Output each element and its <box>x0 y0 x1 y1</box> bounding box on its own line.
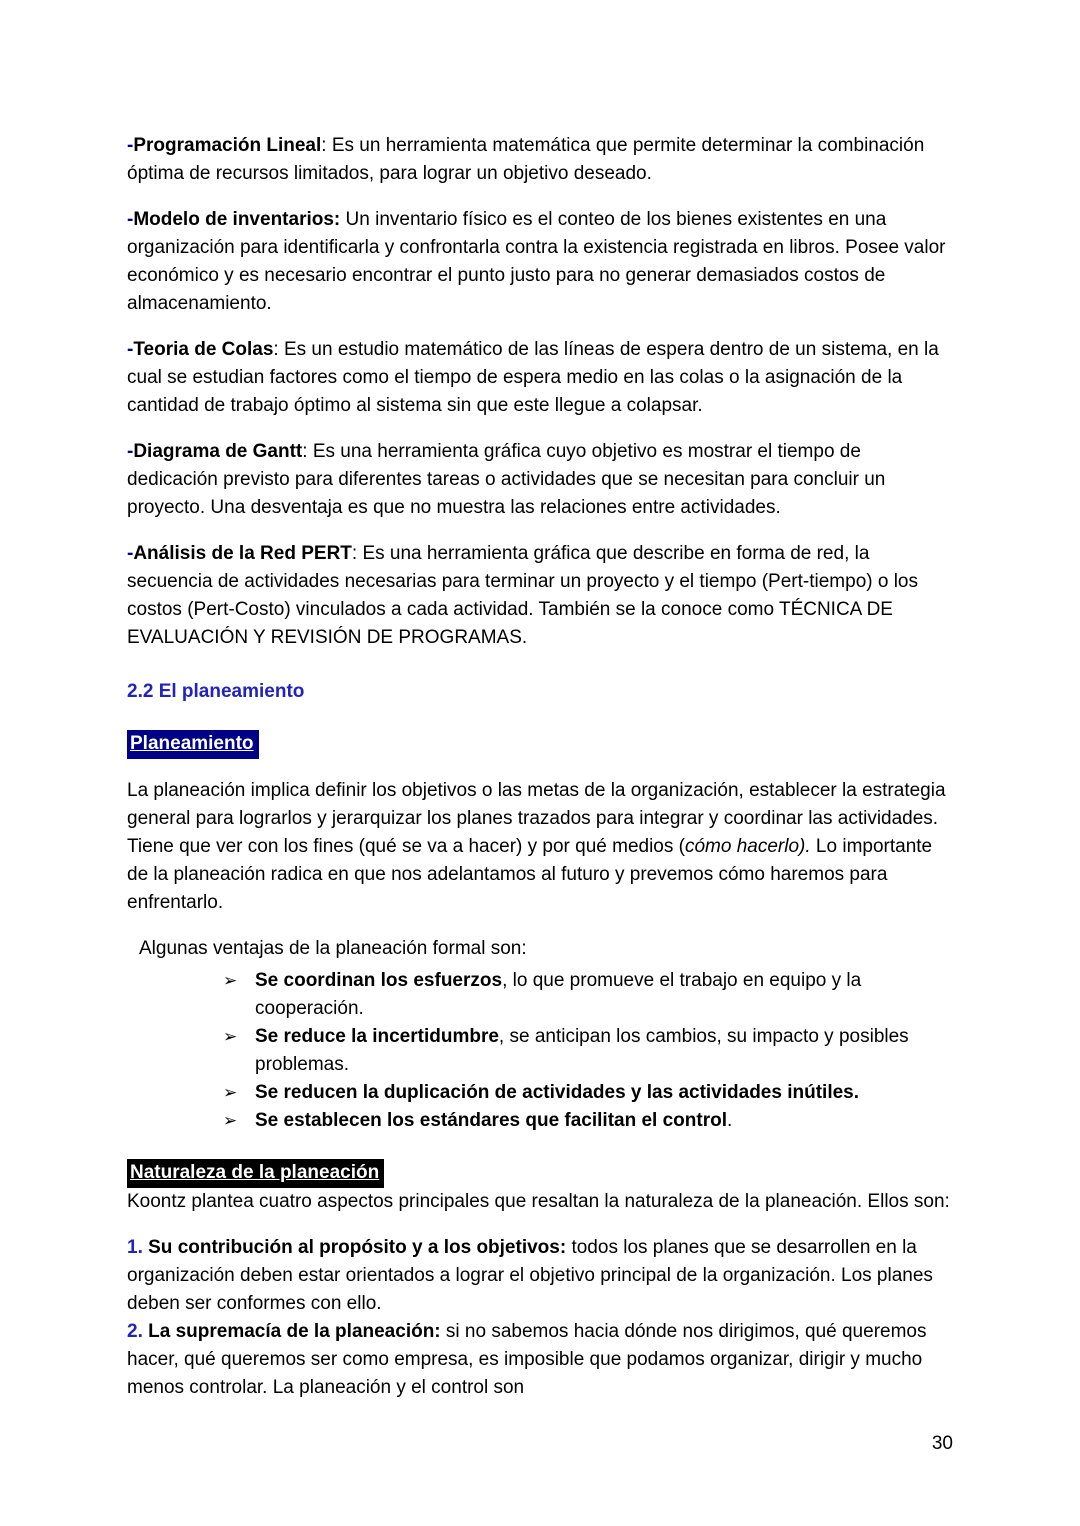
text-segment: : Es una herramienta gráfica que describe en forma de red, la secuencia de actividades necesarias para terminar un proyecto y el tiempo (Pert-tiempo) o los costos (Pert-Costo) vinculados a cada actividad. También se la conoce como TÉCNICA DE EVALUACIÓN Y REVISIÓN DE PROGRAMAS. <box>127 543 918 648</box>
paragraph-item-1 <box>127 1234 957 1318</box>
paragraph-teoria-de-colas <box>127 336 957 420</box>
text-segment: Teoria de Colas <box>133 339 274 360</box>
highlighted-label <box>127 1159 384 1188</box>
text-segment: Planeamiento <box>130 733 254 754</box>
text-segment: Análisis de la Red PERT <box>133 543 352 564</box>
text-segment: Se establecen los estándares que facilitan el control <box>255 1110 728 1131</box>
section-heading-2-2 <box>127 678 957 706</box>
arrowhead-bullet-icon: ➢ <box>223 1083 238 1102</box>
text-segment: 2.2 El planeamiento <box>127 681 305 702</box>
text-segment: Programación Lineal <box>133 135 322 156</box>
text-segment: - <box>127 209 134 230</box>
text-segment: - <box>127 441 134 462</box>
paragraph-algunas-ventajas <box>127 935 957 963</box>
text-segment: La planeación implica definir los objetivos o las metas de la organización, establecer la estrategia general para lograrlos y jerarquizar los planes trazados para integrar y coordinar las actividades. Tiene que ver con los fines (qué se va a hacer) y por qué medios ( <box>127 780 946 857</box>
text-segment: - <box>127 339 134 360</box>
text-segment: Se coordinan los esfuerzos <box>255 970 503 991</box>
text-segment: , se anticipan los cambios, su impacto y posibles problemas. <box>255 1026 909 1075</box>
text-segment: Koontz plantea cuatro aspectos principales que resaltan la naturaleza de la planeación. Ellos son: <box>127 1191 950 1212</box>
paragraph-koontz <box>127 1188 957 1216</box>
text-segment: Lo importante de la planeación radica en que nos adelantamos al futuro y prevemos cómo haremos para enfrentarlo. <box>127 836 933 913</box>
text-segment: Algunas ventajas de la planeación formal son: <box>139 938 527 959</box>
list-item <box>127 1107 957 1135</box>
text-segment: Su contribución al propósito y a los objetivos: <box>142 1237 567 1258</box>
text-segment: Se reduce la incertidumbre <box>255 1026 499 1047</box>
page-number: 30 <box>931 1433 953 1454</box>
text-segment: Naturaleza de la planeación <box>130 1162 380 1183</box>
list-item <box>127 1079 957 1107</box>
text-segment: La supremacía de la planeación: <box>142 1321 441 1342</box>
list-item <box>127 1023 957 1079</box>
highlighted-label <box>127 730 259 759</box>
text-segment: 2. <box>127 1321 143 1342</box>
text-segment: todos los planes que se desarrollen en la organización deben estar orientados a lograr el objetivo principal de la organización. Los planes deben ser conformes con ello. <box>127 1237 933 1314</box>
paragraph-diagrama-de-gantt <box>127 438 957 522</box>
paragraph-programacion-lineal <box>127 132 957 188</box>
text-segment: : Es una herramienta gráfica cuyo objetivo es mostrar el tiempo de dedicación previsto para diferentes tareas o actividades que se necesitan para concluir un proyecto. Una desventaja es que no muestra las relaciones entre actividades. <box>127 441 886 518</box>
paragraph-modelo-de-inventarios <box>127 206 957 318</box>
paragraph-item-2 <box>127 1318 957 1402</box>
list-item <box>127 967 957 1023</box>
text-segment: Un inventario físico es el conteo de los bienes existentes en una organización para identificarla y confrontarla contra la existencia registrada en libros. Posee valor económico y es necesario encontrar el punto justo para no generar demasiados costos de almacenamiento. <box>127 209 946 314</box>
text-segment: 1. <box>127 1237 143 1258</box>
label-planeamiento <box>127 730 957 759</box>
text-segment: Modelo de inventarios: <box>133 209 341 230</box>
label-naturaleza-planeacion <box>127 1159 957 1188</box>
text-segment: Diagrama de Gantt <box>133 441 303 462</box>
arrowhead-bullet-icon: ➢ <box>223 971 238 990</box>
text-segment: cómo hacerlo). <box>684 836 811 857</box>
paragraph-la-planeacion <box>127 777 957 917</box>
arrowhead-bullet-icon: ➢ <box>223 1111 238 1130</box>
text-segment: : Es un herramienta matemática que permite determinar la combinación óptima de recursos limitados, para lograr un objetivo deseado. <box>127 135 925 184</box>
text-segment: - <box>127 543 134 564</box>
paragraph-analisis-red-pert <box>127 540 957 652</box>
document-content <box>127 132 957 1402</box>
text-segment: si no sabemos hacia dónde nos dirigimos, qué queremos hacer, qué queremos ser como empresa, es imposible que podamos organizar, dirigir y mucho menos controlar. La planeación y el control son <box>127 1321 927 1398</box>
text-segment: . <box>727 1110 733 1131</box>
text-segment: : Es un estudio matemático de las líneas de espera dentro de un sistema, en la cual se estudian factores como el tiempo de espera medio en las colas o la asignación de la cantidad de trabajo óptimo al sistema sin que este llegue a colapsar. <box>127 339 939 416</box>
text-segment: , lo que promueve el trabajo en equipo y la cooperación. <box>255 970 862 1019</box>
text-segment: Se reducen la duplicación de actividades y las actividades inútiles. <box>255 1082 860 1103</box>
advantages-list <box>127 967 957 1135</box>
text-segment: - <box>127 135 134 156</box>
arrowhead-bullet-icon: ➢ <box>223 1027 238 1046</box>
